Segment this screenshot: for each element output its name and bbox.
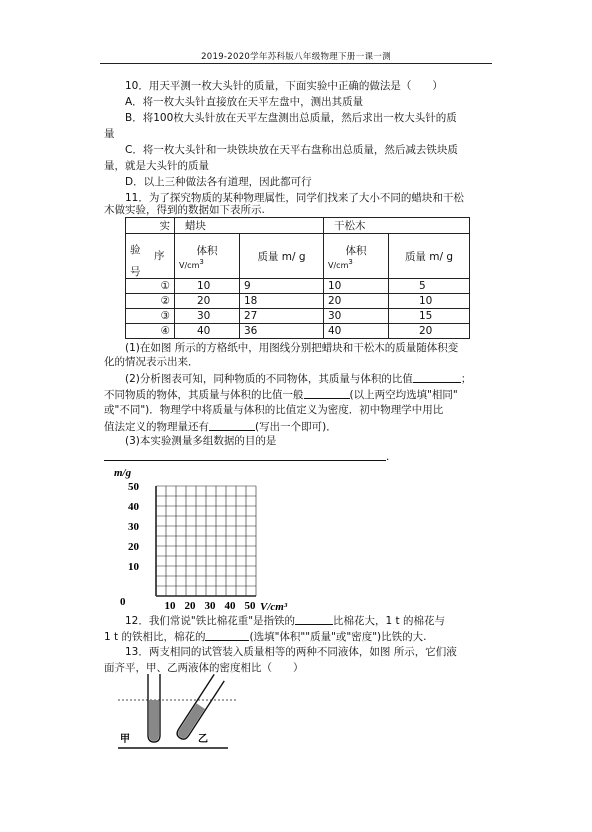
page-header: 2019-2020学年苏科版八年级物理下册一课一测 bbox=[201, 52, 391, 62]
cell-wax-mass: 36 bbox=[240, 324, 324, 339]
q13-line1: 13．两支相同的试管装入质量相等的两种不同液体，如图 所示，它们液 bbox=[125, 646, 457, 658]
x-tick-label: 50 bbox=[244, 600, 256, 612]
cell-wax-volume: 40 bbox=[175, 324, 240, 339]
col-header-wax-mass: 质量 m/ g bbox=[240, 234, 324, 279]
row-index: ④ bbox=[126, 324, 175, 339]
table-group-pine: 干松木 bbox=[324, 218, 470, 234]
q12-line2: 1 t 的铁相比，棉花的 (选填"体积""质量"或"密度")比铁的大. bbox=[104, 631, 427, 643]
table-row bbox=[126, 309, 470, 324]
q10-option-b: B．将100枚大头针放在天平左盘测出总质量，然后求出一枚大头针的质 bbox=[125, 112, 457, 124]
cell-pine-mass: 10 bbox=[389, 294, 470, 309]
q11-stem-cont: 木做实验，得到的数据如下表所示. bbox=[104, 204, 265, 216]
answer-blank-6[interactable] bbox=[205, 630, 249, 641]
q11-part2-line4: 值法定义的物理量还有 (写出一个即可)． bbox=[104, 421, 337, 433]
col-header-wax-volume: 体积 V/cm3 bbox=[175, 234, 240, 279]
q12-line1: 12．我们常说"铁比棉花重"是指铁的 比棉花大，1 t 的棉花与 bbox=[125, 615, 446, 627]
y-tick-label: 50 bbox=[128, 481, 139, 493]
table-corner-top: 实 bbox=[126, 218, 175, 234]
col-header-pine-volume: 体积 V/cm3 bbox=[324, 234, 389, 279]
answer-blank-4[interactable] bbox=[104, 450, 386, 461]
q11-part2-line1: (2)分析图表可知，同种物质的不同物体，其质量与体积的比值 ； bbox=[125, 373, 472, 385]
q11-stem: 11．为了探究物质的某种物理属性，同学们找来了大小不同的蜡块和干松 bbox=[125, 192, 464, 204]
q11-part2-line2: 不同物质的物体，其质量与体积的比值一般 (以上两空均选填"相同" bbox=[104, 389, 458, 401]
x-axis-label: V/cm³ bbox=[260, 601, 288, 613]
y-tick-label: 30 bbox=[128, 521, 139, 533]
q11-part1: (1)在如图 所示的方格纸中，用图线分别把蜡块和干松木的质量随体积变 bbox=[125, 342, 459, 354]
q10-option-b-cont: 量 bbox=[104, 128, 115, 140]
tube-jia bbox=[148, 674, 160, 742]
q10-stem: 10．用天平测一枚大头针的质量，下面实验中正确的做法是（ ） bbox=[125, 80, 443, 92]
cell-pine-volume: 30 bbox=[324, 309, 389, 324]
grid-paper-graph[interactable] bbox=[112, 464, 312, 614]
row-index: ③ bbox=[126, 309, 175, 324]
origin-label: 0 bbox=[120, 596, 126, 608]
table-row bbox=[126, 324, 470, 339]
row-index: ② bbox=[126, 294, 175, 309]
cell-wax-mass: 18 bbox=[240, 294, 324, 309]
q10-option-c-cont: 量，就是大头针的质量 bbox=[104, 160, 209, 172]
q11-part3: (3)本实验测量多组数据的目的是 bbox=[125, 435, 277, 447]
grid-lines bbox=[156, 486, 256, 596]
table-group-wax: 蜡块 bbox=[175, 218, 324, 234]
x-tick-label: 30 bbox=[204, 600, 216, 612]
label-yi: 乙 bbox=[198, 734, 208, 745]
x-tick-label: 10 bbox=[164, 600, 176, 612]
test-tubes-figure bbox=[118, 672, 238, 752]
y-tick-label: 40 bbox=[128, 501, 139, 513]
y-tick-labels bbox=[128, 481, 140, 573]
cell-pine-volume: 40 bbox=[324, 324, 389, 339]
table-row bbox=[126, 294, 470, 309]
tube-yi bbox=[175, 674, 224, 741]
header-rule bbox=[100, 63, 492, 64]
y-tick-label: 20 bbox=[128, 541, 139, 553]
y-tick-label: 10 bbox=[128, 561, 139, 573]
table-row bbox=[126, 279, 470, 294]
answer-blank-1[interactable] bbox=[413, 372, 461, 383]
col-header-pine-mass: 质量 m/ g bbox=[389, 234, 470, 279]
q10-option-a: A．将一枚大头针直接放在天平左盘中，测出其质量 bbox=[125, 96, 364, 108]
cell-pine-volume: 20 bbox=[324, 294, 389, 309]
cell-pine-mass: 5 bbox=[389, 279, 470, 294]
cell-wax-mass: 27 bbox=[240, 309, 324, 324]
q11-part2-line3: 或"不同")．物理学中将质量与体积的比值定义为密度．初中物理学中用比 bbox=[104, 404, 444, 416]
cell-pine-mass: 15 bbox=[389, 309, 470, 324]
x-tick-label: 20 bbox=[184, 600, 196, 612]
y-axis-label: m/g bbox=[114, 467, 132, 479]
q13-line2: 面齐平，甲、乙两液体的密度相比（ ） bbox=[104, 662, 304, 674]
cell-wax-volume: 10 bbox=[175, 279, 240, 294]
answer-blank-3[interactable] bbox=[209, 420, 255, 431]
cell-wax-volume: 30 bbox=[175, 309, 240, 324]
cell-wax-volume: 20 bbox=[175, 294, 240, 309]
cell-pine-volume: 10 bbox=[324, 279, 389, 294]
q10-option-d: D．以上三种做法各有道理，因此都可行 bbox=[125, 176, 312, 188]
x-tick-labels bbox=[165, 600, 257, 612]
answer-blank-5[interactable] bbox=[295, 614, 333, 625]
table-corner: 验 序 号 bbox=[126, 234, 175, 279]
cell-wax-mass: 9 bbox=[240, 279, 324, 294]
answer-blank-2[interactable] bbox=[304, 388, 350, 399]
q11-part1-cont: 化的情况表示出来． bbox=[104, 356, 199, 368]
data-table bbox=[125, 217, 470, 339]
label-jia: 甲 bbox=[120, 734, 130, 745]
cell-pine-mass: 20 bbox=[389, 324, 470, 339]
q10-option-c: C．将一枚大头针和一块铁块放在天平右盘称出总质量，然后减去铁块质 bbox=[125, 144, 458, 156]
liquid-jia bbox=[149, 700, 159, 741]
row-index: ① bbox=[126, 279, 175, 294]
q11-part3-answer: . bbox=[104, 450, 389, 464]
x-tick-label: 40 bbox=[224, 600, 236, 612]
